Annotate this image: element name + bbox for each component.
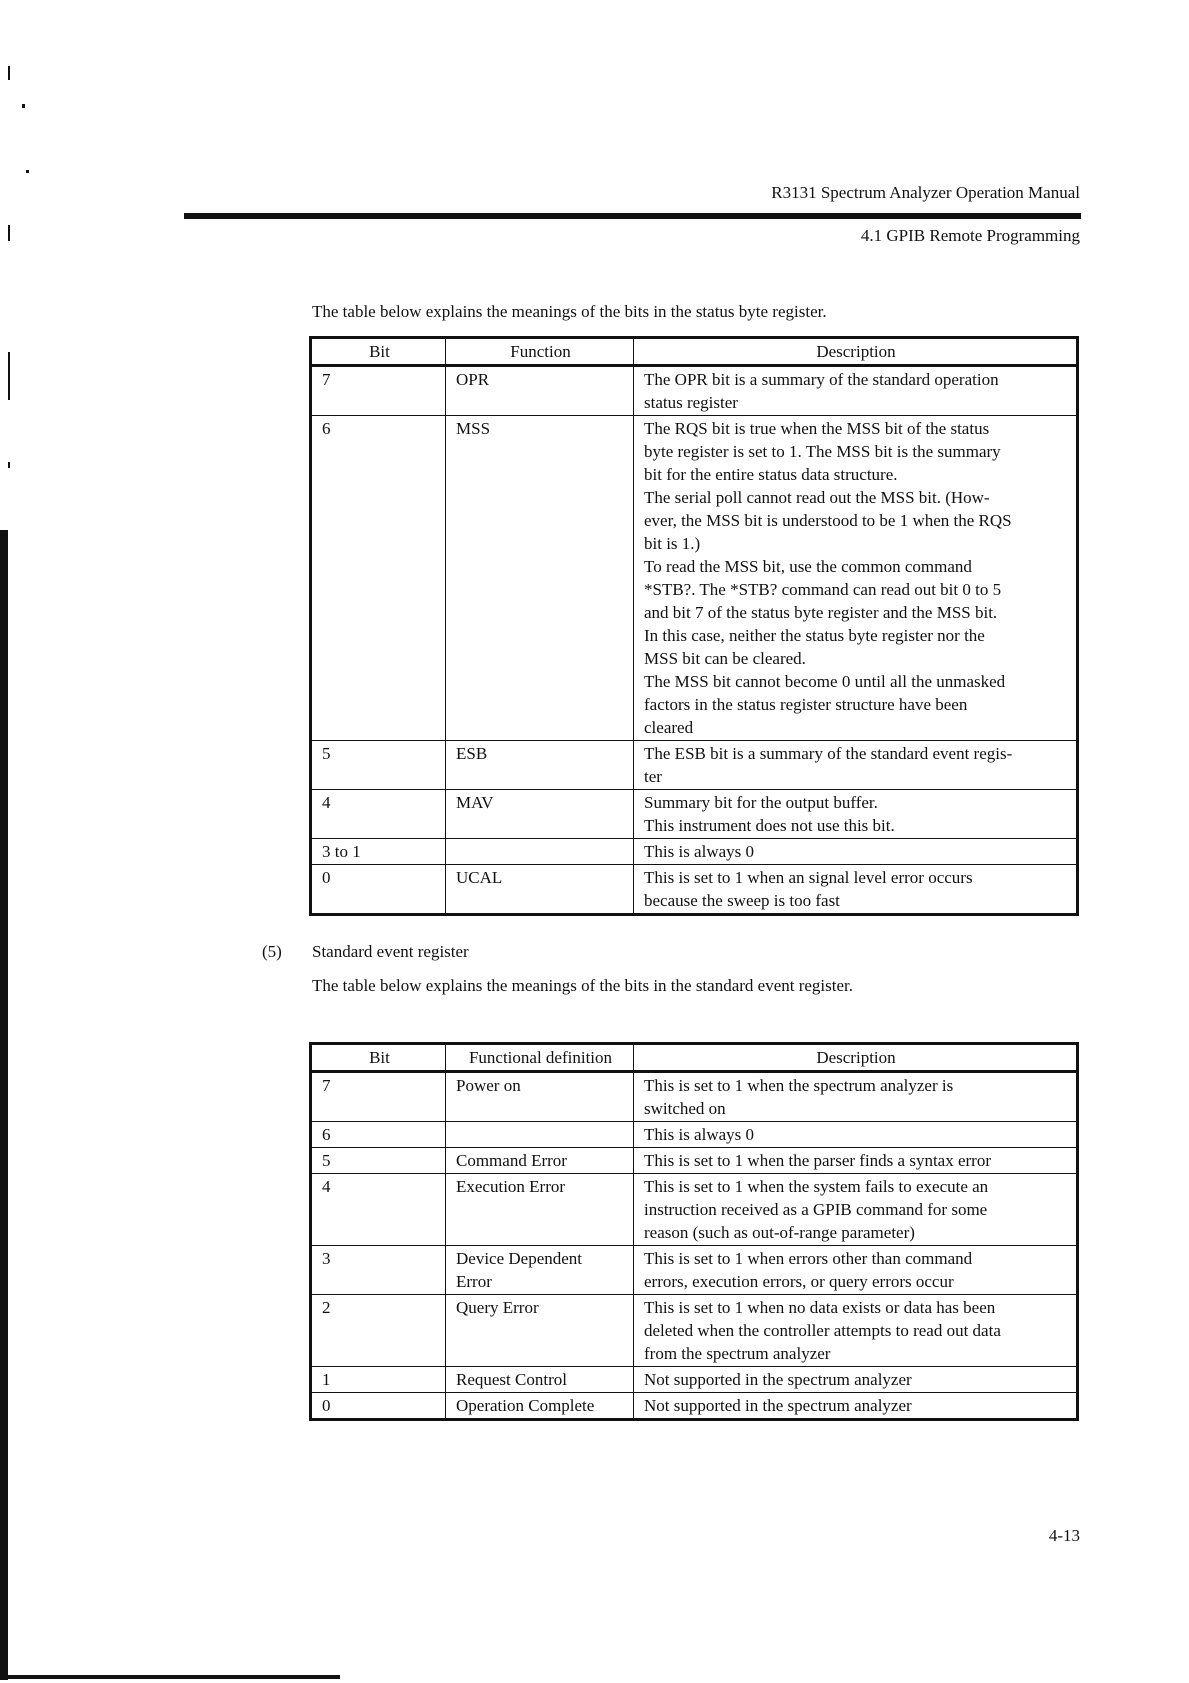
scan-edge [0,1675,340,1679]
table-row [311,741,1078,790]
table-row [311,1246,1078,1295]
header-rule [184,213,1081,219]
description-line: Not supported in the spectrum analyzer [644,1396,912,1415]
status-byte-table [309,336,1079,916]
bit-cell: 7 [311,1072,446,1122]
description-line: This is set to 1 when the spectrum analyzer is [644,1076,954,1095]
column-header-description: Description [634,338,1078,366]
column-header-bit: Bit [311,338,446,366]
column-header-functional-definition: Functional definition [446,1044,634,1072]
description-line: ever, the MSS bit is understood to be 1 when the RQS [644,511,1012,530]
description-cell [634,741,1078,790]
table-row [311,366,1078,416]
function-cell [446,839,634,865]
column-header-function: Function [446,338,634,366]
page-number: 4-13 [1048,1526,1080,1545]
description-cell [634,1246,1078,1295]
description-line: The RQS bit is true when the MSS bit of the status [644,419,990,438]
description-line: To read the MSS bit, use the common command [644,557,972,576]
scan-edge [0,530,8,1680]
table-row [311,790,1078,839]
description-cell [634,366,1078,416]
description-cell [634,1295,1078,1367]
bit-cell: 5 [311,741,446,790]
description-line: factors in the status register structure have been [644,695,968,714]
description-line: from the spectrum analyzer [644,1344,831,1363]
description-line: This is set to 1 when the parser finds a syntax error [644,1151,991,1170]
table-row [311,1367,1078,1393]
function-line: Command Error [456,1151,567,1170]
description-cell [634,1072,1078,1122]
function-line: Execution Error [456,1177,566,1196]
function-cell [446,1148,634,1174]
description-line: because the sweep is too fast [644,891,840,910]
description-line: This instrument does not use this bit. [644,816,895,835]
description-line: The OPR bit is a summary of the standard operation [644,370,999,389]
description-line: status register [644,393,738,412]
bit-cell: 1 [311,1367,446,1393]
bit-cell: 2 [311,1295,446,1367]
description-line: and bit 7 of the status byte register and the MSS bit. [644,603,998,622]
description-cell [634,1122,1078,1148]
function-cell: ESB [446,741,634,790]
bit-cell: 4 [311,1174,446,1246]
bit-cell: 6 [311,1122,446,1148]
column-header-description: Description [634,1044,1078,1072]
description-line: This is always 0 [644,1125,755,1144]
table-row [311,1295,1078,1367]
table-row [311,1122,1078,1148]
description-line: cleared [644,718,694,737]
table-header-row [311,338,1078,366]
description-cell [634,1148,1078,1174]
manual-title: R3131 Spectrum Analyzer Operation Manual [771,183,1080,202]
event-register-intro: The table below explains the meanings of the bits in the standard event register. [312,976,854,995]
function-line: Operation Complete [456,1396,595,1415]
scan-mark [8,352,10,400]
description-cell [634,1367,1078,1393]
bit-cell: 5 [311,1148,446,1174]
description-line: instruction received as a GPIB command for some [644,1200,988,1219]
description-line: switched on [644,1099,726,1118]
table-row [311,1148,1078,1174]
description-line: bit is 1.) [644,534,701,553]
function-cell: UCAL [446,865,634,915]
table-row [311,1174,1078,1246]
function-line: Request Control [456,1370,567,1389]
description-line: The serial poll cannot read out the MSS bit. (How- [644,488,990,507]
section-title: 4.1 GPIB Remote Programming [860,226,1080,245]
section-number: (5) [262,942,282,961]
description-cell [634,865,1078,915]
description-cell [634,1174,1078,1246]
scan-mark [22,104,25,108]
description-line: Summary bit for the output buffer. [644,793,878,812]
bit-cell: 0 [311,865,446,915]
function-cell [446,1393,634,1420]
description-cell [634,1393,1078,1420]
function-cell: MAV [446,790,634,839]
description-line: The MSS bit cannot become 0 until all the unmasked [644,672,1006,691]
bit-cell: 4 [311,790,446,839]
status-byte-intro: The table below explains the meanings of the bits in the status byte register. [312,302,827,321]
description-line: reason (such as out-of-range parameter) [644,1223,915,1242]
description-line: MSS bit can be cleared. [644,649,806,668]
description-line: Not supported in the spectrum analyzer [644,1370,912,1389]
description-line: This is set to 1 when errors other than command [644,1249,973,1268]
function-line: Error [456,1272,492,1291]
bit-cell: 6 [311,416,446,741]
bit-cell: 0 [311,1393,446,1420]
function-cell [446,1367,634,1393]
description-line: This is set to 1 when an signal level error occurs [644,868,973,887]
description-line: This is set to 1 when the system fails to execute an [644,1177,989,1196]
event-register-table [309,1042,1079,1421]
description-cell [634,839,1078,865]
table-header-row [311,1044,1078,1072]
description-line: ter [644,767,662,786]
function-cell [446,1174,634,1246]
description-cell [634,790,1078,839]
table-row [311,1072,1078,1122]
table-row [311,839,1078,865]
description-line: In this case, neither the status byte register nor the [644,626,985,645]
description-line: *STB?. The *STB? command can read out bit 0 to 5 [644,580,1002,599]
scan-mark [8,225,10,241]
function-cell [446,1295,634,1367]
function-cell [446,1246,634,1295]
description-line: The ESB bit is a summary of the standard event regis- [644,744,1013,763]
table-row [311,416,1078,741]
description-line: This is set to 1 when no data exists or data has been [644,1298,996,1317]
scan-mark [8,66,10,80]
column-header-bit: Bit [311,1044,446,1072]
description-line: byte register is set to 1. The MSS bit is the summary [644,442,1001,461]
function-line: Query Error [456,1298,539,1317]
scan-mark [26,170,29,173]
description-line: bit for the entire status data structure. [644,465,898,484]
bit-cell: 7 [311,366,446,416]
function-cell [446,1122,634,1148]
bit-cell: 3 to 1 [311,839,446,865]
description-line: deleted when the controller attempts to read out data [644,1321,1001,1340]
function-line: Device Dependent [456,1249,583,1268]
description-line: This is always 0 [644,842,755,861]
function-line: Power on [456,1076,521,1095]
description-line: errors, execution errors, or query errors occur [644,1272,954,1291]
scan-mark [8,462,10,468]
description-cell [634,416,1078,741]
table-row [311,865,1078,915]
table-row [311,1393,1078,1420]
function-cell [446,1072,634,1122]
function-cell: MSS [446,416,634,741]
function-cell: OPR [446,366,634,416]
bit-cell: 3 [311,1246,446,1295]
section-heading: Standard event register [312,942,469,961]
